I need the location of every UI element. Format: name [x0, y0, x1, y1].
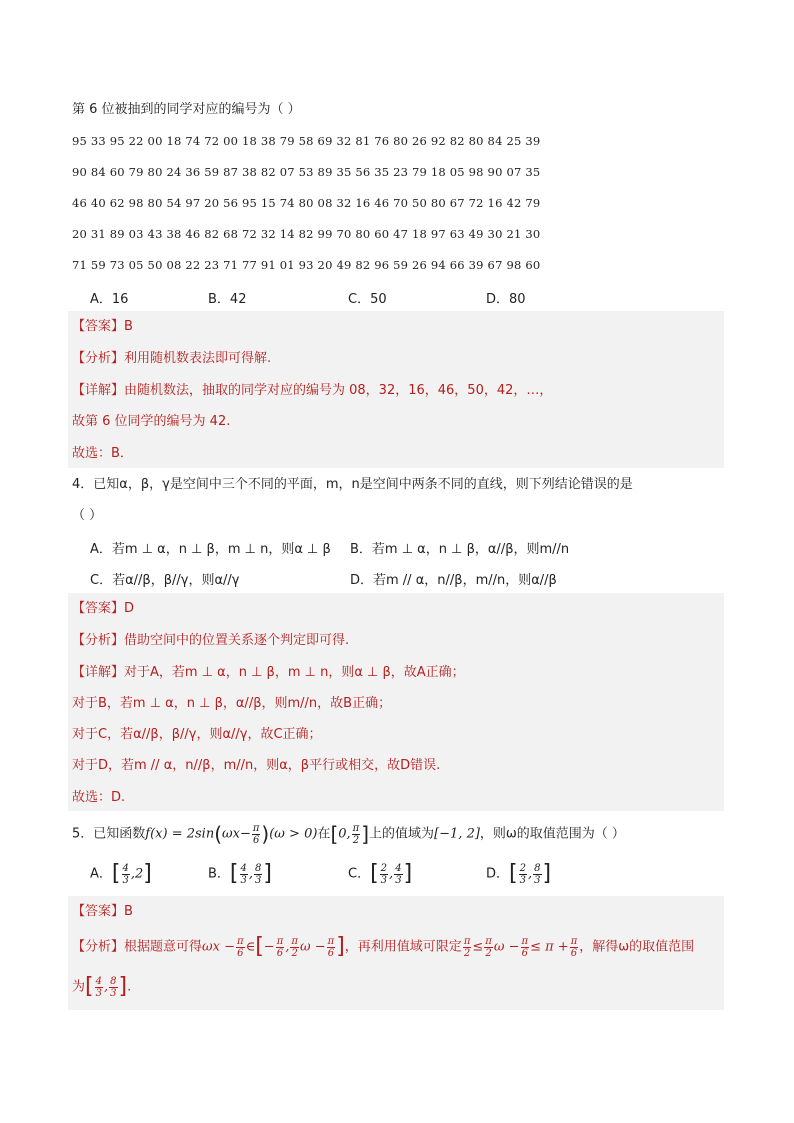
q5-analysis-text: 【分析】根据题意可得	[72, 939, 203, 955]
q3-option-c: C．50	[348, 292, 387, 307]
q4-option-d: D．若m // α，n//β，m//n，则α//β	[350, 573, 557, 588]
q5-option-c: C．[ $\frac{2}{3}$ , $\frac{4}{3}$ ]	[348, 861, 413, 886]
q5-analysis-cont: 为[ $\frac{4}{3}$ , $\frac{8}{3}$ ].	[72, 974, 132, 999]
option-label: D．	[486, 866, 510, 882]
option-label: A．	[90, 866, 112, 882]
q3-detail: 【详解】由随机数法，抽取的同学对应的编号为 08，32，16，46，50，42，…，	[72, 383, 553, 398]
q4-paren: （ ）	[72, 508, 103, 523]
frac-num: 2	[380, 862, 388, 874]
q5-option-b: B．[ $\frac{4}{3}$ , $\frac{8}{3}$ ]	[208, 861, 272, 886]
frac-den: 3	[240, 874, 247, 886]
random-table-row: 95 33 95 22 00 18 74 72 00 18 38 79 58 69 32 81 76 80 26 92 82 80 84 25 39	[72, 134, 541, 148]
frac-num: 8	[534, 862, 541, 874]
frac-num: 4	[395, 862, 402, 874]
q3-detail: 故第 6 位同学的编号为 42.	[72, 414, 231, 429]
q5-analysis: 【分析】根据题意可得ωx − $\frac{\pi}{6}$ ∈[− $\frac{\pi}{6}$ , $\frac{\pi}{2}$ ω − $\frac{\pi}{6}$ ]，再利用值域可限定 $\frac{\pi}{2}$ ≤ $\frac{\pi}{2}$ ω − $\frac{\pi}{6}$ ≤ π + $\frac{\pi}{6}$ ，解得ω的取值范围	[72, 934, 695, 959]
frac-num: 2	[519, 862, 526, 874]
frac-num: 4	[122, 862, 129, 874]
q4-detail: 对于C，若α//β，β//γ，则α//γ，故C正确；	[72, 727, 322, 742]
q5-analysis-text: 为	[72, 979, 86, 995]
q4-detail: 【详解】对于A，若m ⊥ α，n ⊥ β，m ⊥ n，则α ⊥ β，故A正确；	[72, 665, 465, 680]
frac-num: 8	[255, 862, 262, 874]
option-value: 2	[135, 866, 144, 882]
q3-answer: 【答案】B	[72, 319, 133, 334]
q4-analysis: 【分析】借助空间中的位置关系逐个判定即可得.	[72, 633, 350, 648]
q5-stem-text: 上的值域为	[369, 826, 435, 842]
q5-function: f(x) = 2sin	[145, 826, 215, 842]
q3-option-d: D．80	[486, 292, 526, 307]
q3-option-a: A．16	[90, 292, 129, 307]
q5-answer: 【答案】B	[72, 904, 133, 919]
frac-den: 3	[395, 874, 402, 886]
q5-range: [−1, 2]	[434, 826, 480, 842]
q5-analysis-text: ，再利用值域可限定	[344, 939, 462, 955]
random-table-row: 90 84 60 79 80 24 36 59 87 38 82 07 53 89 35 56 35 23 79 18 05 98 90 07 35	[72, 165, 541, 179]
random-table-row: 20 31 89 03 43 38 46 82 68 72 32 14 82 99 70 80 60 47 18 97 63 49 30 21 30	[72, 227, 541, 241]
frac-num: 4	[240, 862, 247, 874]
frac-den: 3	[255, 874, 262, 886]
frac-den: 3	[534, 874, 541, 886]
q4-stem: 4．已知α，β，γ是空间中三个不同的平面，m，n是空间中两条不同的直线，则下列结论错误的是	[72, 477, 633, 492]
q5-stem-text: ，则ω的取值范围为（ ）	[479, 826, 625, 842]
q5-option-a: A．[ $\frac{4}{3}$ ,2]	[90, 861, 152, 886]
q3-stem: 第 6 位被抽到的同学对应的编号为（ ）	[72, 102, 301, 117]
q5-stem-text: 在	[317, 826, 331, 842]
q4-detail: 对于D，若m // α，n//β，m//n，则α，β平行或相交，故D错误.	[72, 758, 441, 773]
q4-option-c: C．若α//β，β//γ，则α//γ	[90, 573, 240, 588]
frac-den: 3	[380, 874, 388, 886]
q5-analysis-text: ，解得ω的取值范围	[579, 939, 695, 955]
q4-option-a: A．若m ⊥ α，n ⊥ β，m ⊥ n，则α ⊥ β	[90, 542, 331, 557]
q5-stem-text: 5．已知函数	[72, 826, 146, 842]
q5-option-d: D．[ $\frac{2}{3}$ , $\frac{8}{3}$ ]	[486, 861, 552, 886]
q4-choice: 故选：D.	[72, 790, 126, 805]
q5-analysis-text: .	[127, 979, 132, 995]
q3-analysis: 【分析】利用随机数表法即可得解.	[72, 351, 272, 366]
frac-den: 3	[122, 874, 129, 886]
option-label: C．	[348, 866, 371, 882]
q3-choice: 故选：B．	[72, 446, 133, 461]
q3-option-b: B．42	[208, 292, 247, 307]
q5-stem: 5．已知函数f(x) = 2sin(ωx− $\frac{\pi}{6}$ )(ω > 0)在[0, $\frac{\pi}{2}$ ]上的值域为[−1, 2]，则ω的取值范围为（ ）	[72, 822, 625, 846]
random-table-row: 46 40 62 98 80 54 97 20 56 95 15 74 80 08 32 16 46 70 50 80 67 72 16 42 79	[72, 196, 541, 210]
q4-option-b: B．若m ⊥ α，n ⊥ β，α//β，则m//n	[350, 542, 570, 557]
option-label: B．	[208, 866, 230, 882]
frac-den: 3	[519, 874, 526, 886]
random-table-row: 71 59 73 05 50 08 22 23 71 77 91 01 93 20 49 82 96 59 26 94 66 39 67 98 60	[72, 258, 541, 272]
q4-answer: 【答案】D	[72, 601, 135, 616]
q4-detail: 对于B，若m ⊥ α，n ⊥ β，α//β，则m//n，故B正确；	[72, 696, 392, 711]
